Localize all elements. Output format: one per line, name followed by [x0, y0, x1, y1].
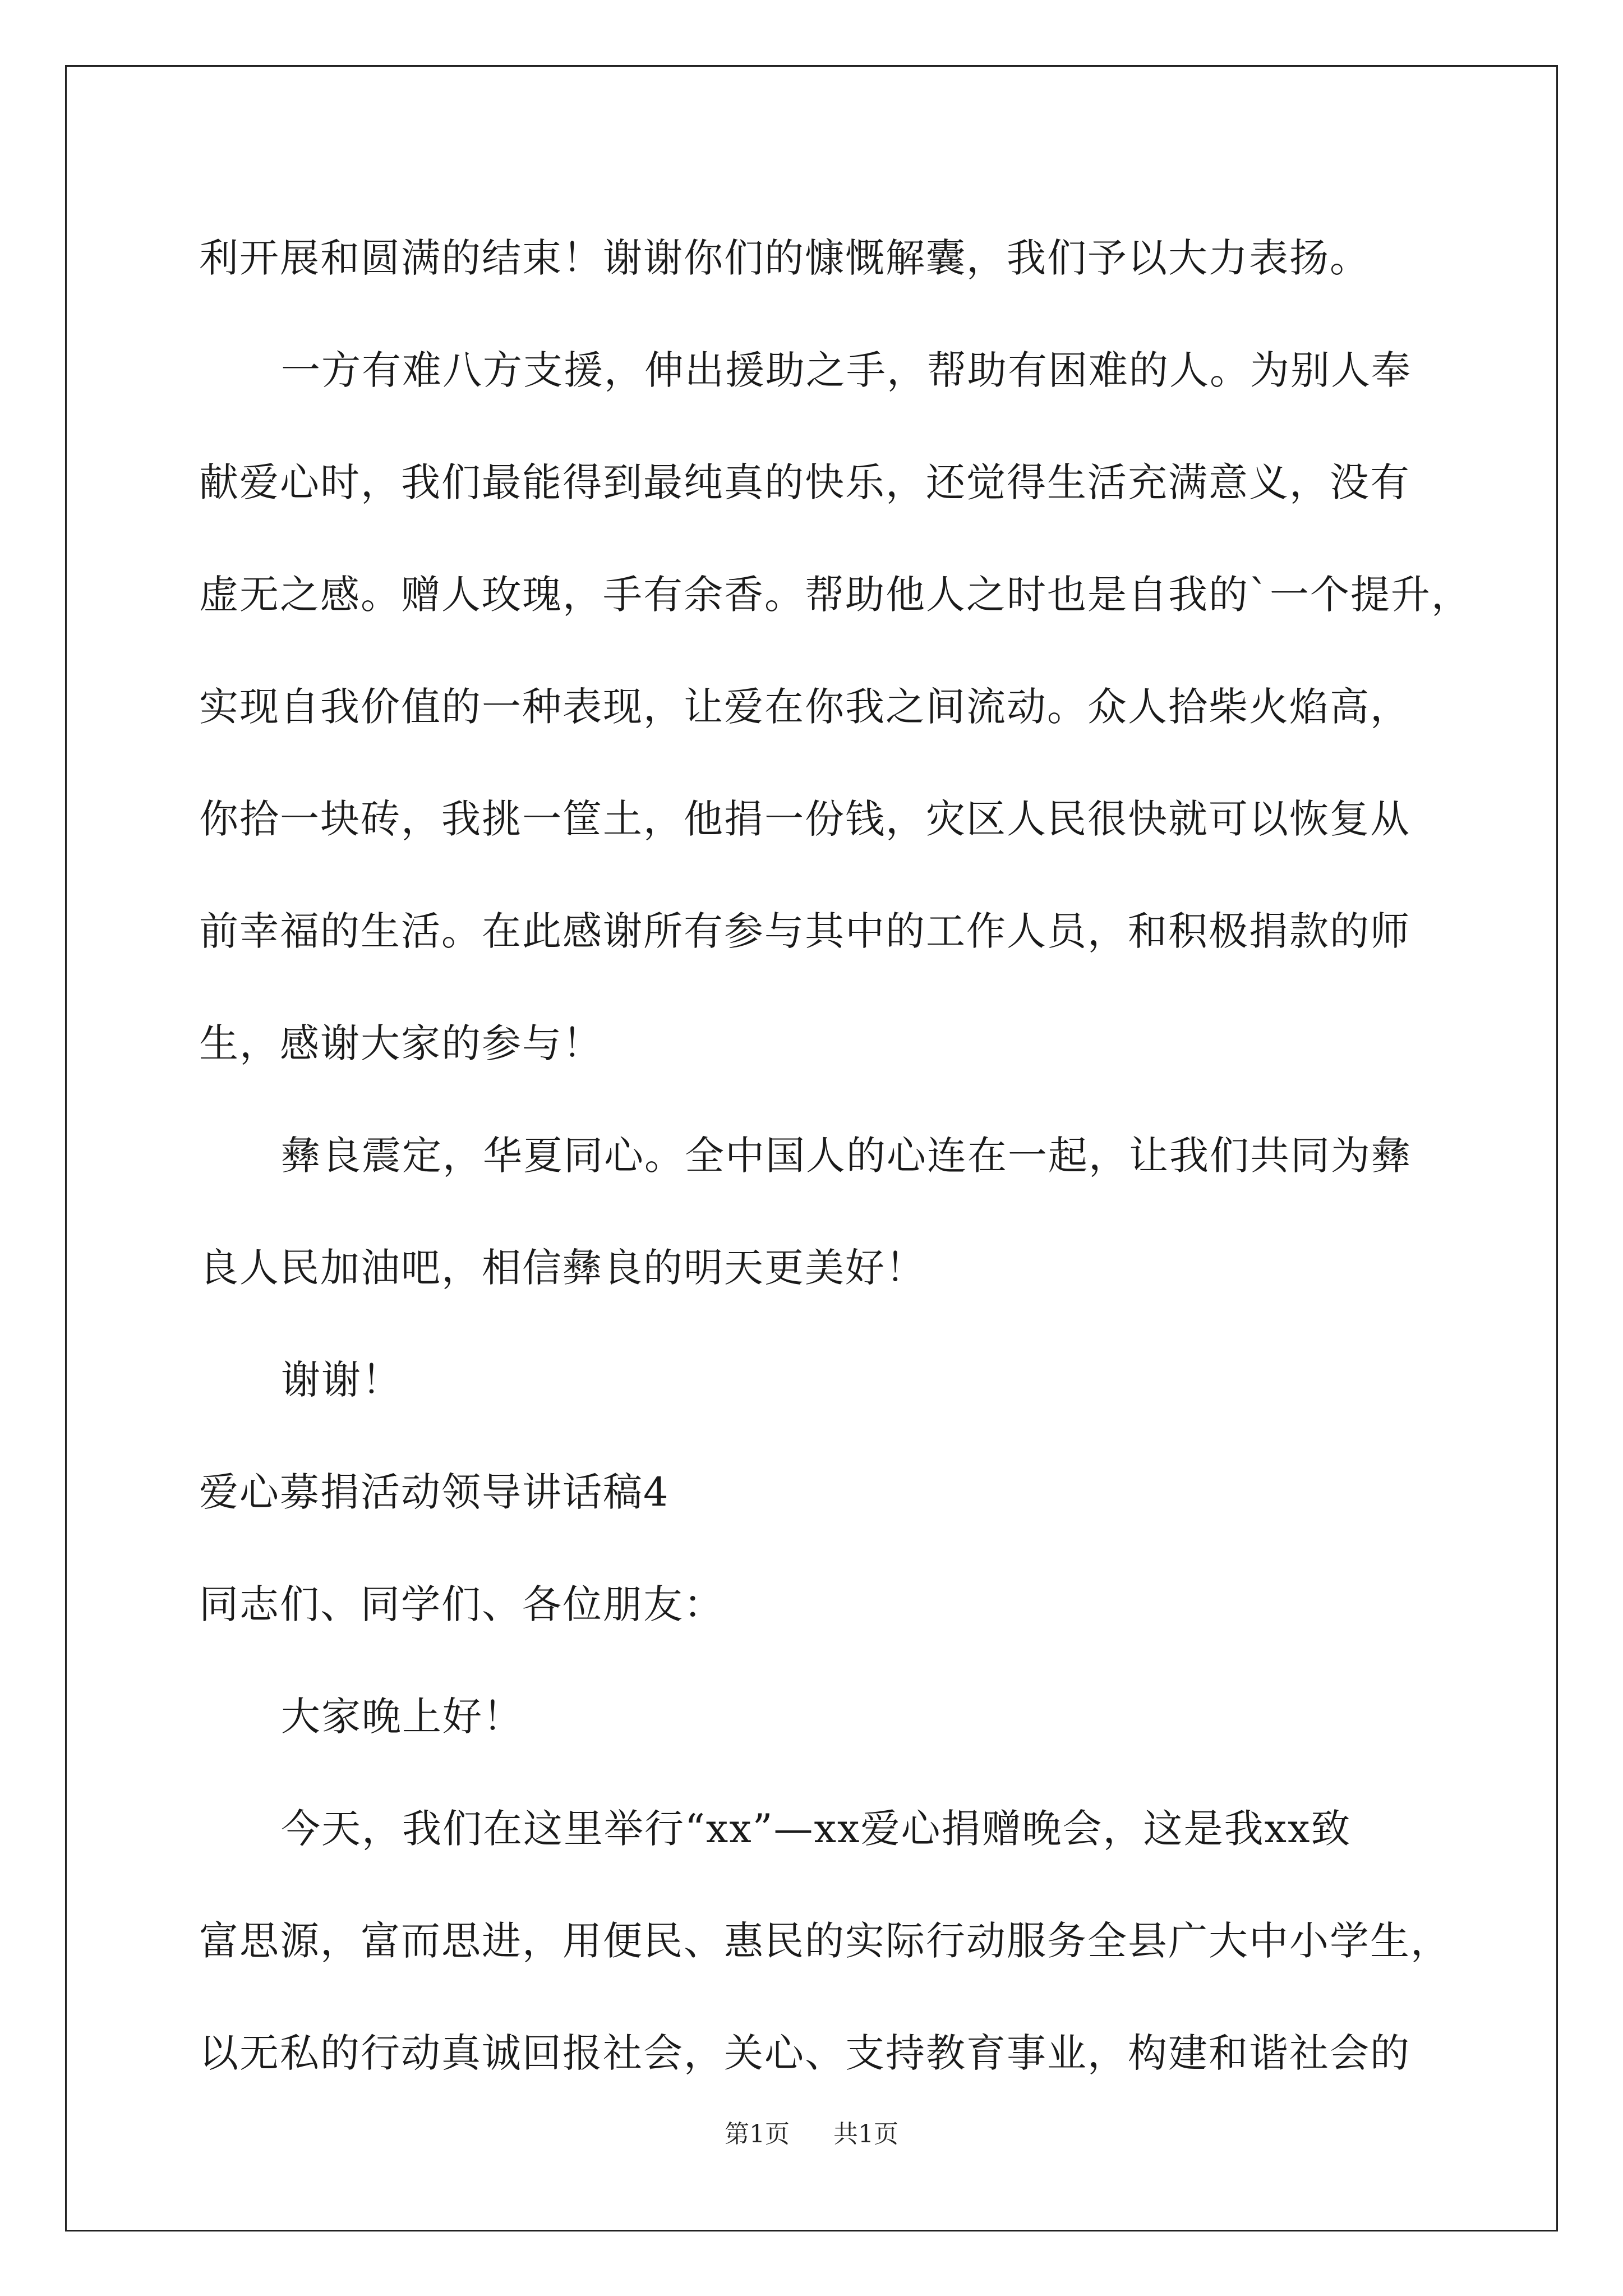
page-number-current: 第1页 [725, 2120, 790, 2148]
text-line: 献爱心时，我们最能得到最纯真的快乐，还觉得生活充满意义，没有 [199, 459, 1410, 505]
text-line: 一方有难八方支援，伸出援助之手，帮助有困难的人。为别人奉 [281, 347, 1412, 393]
text-line: 大家晚上好！ [281, 1694, 523, 1740]
text-line: 彝良震定，华夏同心。全中国人的心连在一起，让我们共同为彝 [281, 1133, 1412, 1179]
text-line: 你拾一块砖，我挑一筐土，他捐一份钱，灾区人民很快就可以恢复从 [199, 796, 1410, 842]
text-line: 爱心募捐活动领导讲话稿4 [199, 1469, 670, 1515]
text-line: 虚无之感。赠人玫瑰，手有余香。帮助他人之时也是自我的`一个提升， [199, 572, 1472, 618]
page-footer [0, 2118, 1623, 2151]
text-line: 今天，我们在这里举行“xx”—xx爱心捐赠晚会，这是我xx致 [281, 1806, 1352, 1852]
text-line: 以无私的行动真诚回报社会，关心、支持教育事业，构建和谐社会的 [199, 2030, 1410, 2076]
text-line: 利开展和圆满的结束！谢谢你们的慷慨解囊，我们予以大力表扬。 [199, 235, 1370, 281]
page-number-total: 共1页 [833, 2120, 898, 2148]
text-line: 前幸福的生活。在此感谢所有参与其中的工作人员，和积极捐款的师 [199, 908, 1410, 954]
text-line: 谢谢！ [281, 1357, 402, 1403]
text-line: 生，感谢大家的参与！ [199, 1020, 603, 1066]
text-line: 实现自我价值的一种表现，让爱在你我之间流动。众人拾柴火焰高， [199, 684, 1410, 730]
text-line: 富思源，富而思进，用便民、惠民的实际行动服务全县广大中小学生， [199, 1918, 1451, 1964]
text-line: 同志们、同学们、各位朋友： [199, 1581, 724, 1627]
text-line: 良人民加油吧，相信彝良的明天更美好！ [199, 1245, 926, 1291]
document-body [199, 202, 1472, 2109]
